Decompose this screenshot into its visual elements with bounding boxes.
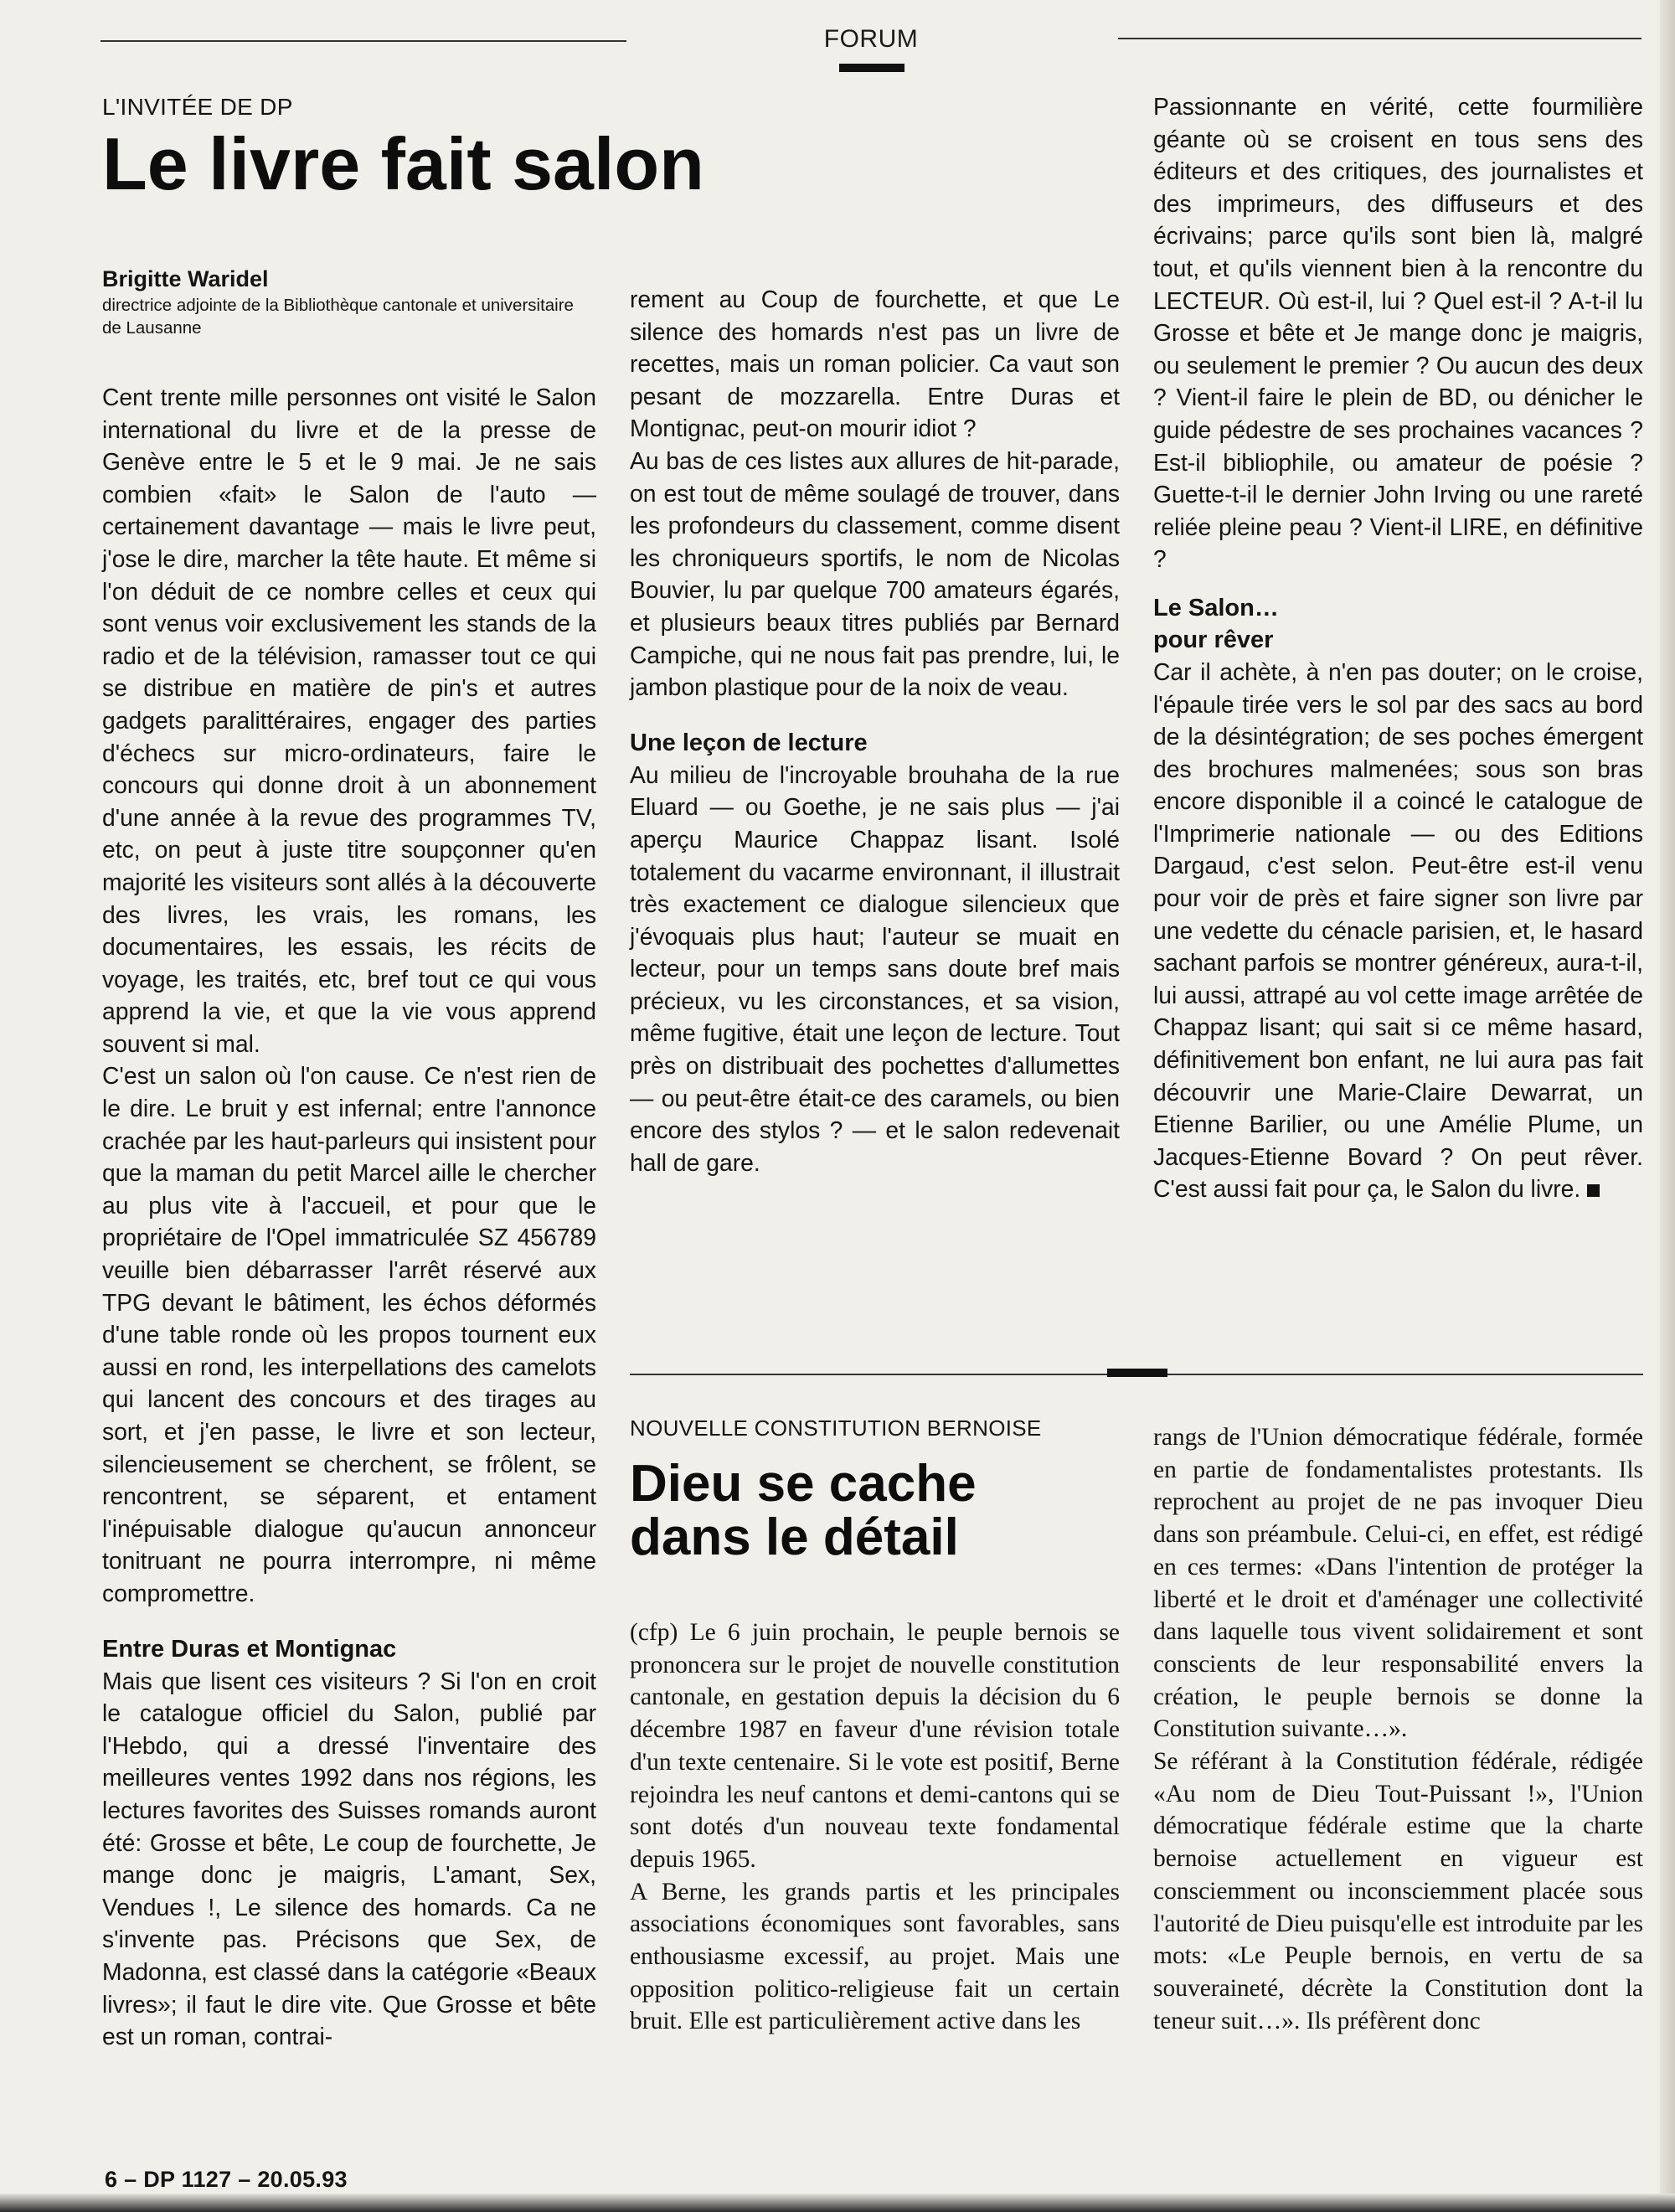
article1-paragraph: rement au Coup de fourchette, et que Le silence des homards n'est pas un livre de recettes, mais un roman policier. Ca vaut son pesant de mozzarella. Entre Duras et Montignac, peut-on mourir idiot ? bbox=[630, 286, 1120, 442]
article2-paragraph: (cfp) Le 6 juin prochain, le peuple bernois se prononcera sur le projet de nouvelle constitution cantonale, en gestation depuis la décision du 6 décembre 1987 en faveur d'une révision totale d'un texte centenaire. Si le vote est positif, Berne rejoindra les neuf cantons et demi-cantons qui se sont dotés d'un nouveau texte fondamental depuis 1965. bbox=[630, 1619, 1120, 1873]
article2-title-line2: dans le détail bbox=[630, 1508, 959, 1566]
article1-header bbox=[102, 94, 739, 206]
article1-column-1 bbox=[102, 381, 596, 2053]
article1-paragraph: Passionnante en vérité, cette fourmilière géante où se croisent en tous sens des éditeurs et des critiques, des journalistes et des imprimeurs, des diffuseurs et des écrivains; parce qu'ils sont bien là, malgré tout, et qu'ils viennent bien à la rencontre du LECTEUR. Où est-il, lui ? Quel est-il ? A-t-il lu Grosse et bête et Je mange donc je maigris, ou seulement le premier ? Ou aucun des deux ? Vient-il faire le plein de BD, ou dénicher le guide pédestre de ses prochaines vacances ? Est-il bibliophile, ou amateur de poésie ? Guette-t-il le dernier John Irving ou une rareté reliée pleine peau ? Vient-il LIRE, en définitive ? bbox=[1153, 93, 1643, 573]
article1-column-3 bbox=[1153, 90, 1643, 1205]
author-name: Brigitte Waridel bbox=[102, 266, 269, 291]
subhead-salon-line2: pour rêver bbox=[1153, 626, 1274, 653]
subhead-lecon-lecture: Une leçon de lecture bbox=[630, 729, 868, 756]
subhead-duras-montignac: Entre Duras et Montignac bbox=[102, 1635, 397, 1663]
article2-column-2 bbox=[1153, 1421, 1643, 2037]
subhead-salon-line1: Le Salon… bbox=[1153, 594, 1279, 621]
header-rule-right bbox=[1118, 38, 1642, 39]
scan-bottom-edge bbox=[0, 2194, 1675, 2212]
author-role: directrice adjointe de la Bibliothèque cantonale et universitaire de Lausanne bbox=[102, 296, 574, 338]
article2-paragraph: Se référant à la Constitution fédérale, rédigée «Au nom de Dieu Tout-Puissant !», l'Union démocratique fédérale estime que la charte bernoise actuellement en vigueur est consciemment ou inconsciemment placée sous l'autorité de Dieu puisqu'elle est introduite par les mots: «Le Peuple bernois, en vertu de sa souveraineté, décrète la Constitution dont la teneur suit…». Ils préfèrent donc bbox=[1153, 1748, 1643, 2034]
article2-header bbox=[630, 1415, 1116, 1564]
article2-title-line1: Dieu se cache bbox=[630, 1455, 977, 1513]
article2-paragraph: rangs de l'Union démocratique fédérale, formée en partie de fondamentalistes protestants. Ils reprochent au projet de ne pas invoquer Dieu dans son préambule. Celui-ci, en effet, est rédigé en ces termes: «Dans l'intention de protéger la liberté et le droit et d'aménager une collectivité dans laquelle tous vivent solidairement et sont conscients de leur responsabilité envers la création, le peuple bernois se donne la Constitution suivante…». bbox=[1153, 1424, 1643, 1743]
article1-byline bbox=[102, 266, 588, 339]
article1-kicker: L'INVITÉE DE DP bbox=[102, 94, 293, 120]
page-footer: 6 – DP 1127 – 20.05.93 bbox=[105, 2167, 348, 2192]
article2-column-1 bbox=[630, 1616, 1120, 2038]
article1-paragraph: Car il achète, à n'en pas douter; on le croise, l'épaule tirée vers le sol par des sacs au bord de la désintégration; de ses poches émergent des brochures malmenées; sous son bras encore disponible il a coincé le catalogue de l'Imprimerie nationale — ou des Editions Dargaud, c'est selon. Peut-être est-il venu pour voir de près et faire signer son livre par une vedette du cénacle parisien, et, le hasard sachant parfois se montrer généreux, aura-t-il, lui aussi, attrapé au vol cette image arrêtée de Chappaz lisant; qui sait si ce même hasard, définitivement bon enfant, ne lui aura pas fait découvrir une Marie-Claire Dewarrat, un Etienne Barilier, ou une Amélie Plume, un Jacques-Etienne Bovard ? On peut rêver. C'est aussi fait pour ça, le Salon du livre. bbox=[1153, 657, 1643, 1203]
article2-paragraph: A Berne, les grands partis et les principales associations économiques sont favorables, sans enthousiasme excessif, au projet. Mais une opposition politico-religieuse fait un certain bruit. Elle est particulièrement active dans les bbox=[630, 1878, 1120, 2035]
article1-column-2 bbox=[630, 283, 1120, 1178]
section-label: FORUM bbox=[823, 25, 919, 53]
article1-paragraph: Mais que lisent ces visiteurs ? Si l'on en croit le catalogue officiel du Salon, publié par l'Hebdo, qui a dressé l'inventaire des meilleures ventes 1992 dans nos régions, les lectures favorites des Suisses romands auront été: Grosse et bête, Le coup de fourchette, Je mange donc je maigris, L'amant, Sex, Vendues !, Le silence des homards. Ca ne s'invente pas. Précisons que Sex, de Madonna, est classé dans la catégorie «Beaux livres»; il faut le dire vite. Que Grosse et bête est un roman, contrai- bbox=[102, 1667, 596, 2050]
article1-title: Le livre fait salon bbox=[102, 122, 704, 205]
article1-paragraph: Au bas de ces listes aux allures de hit-parade, on est tout de même soulagé de trouver, dans les profondeurs du classement, comme disent les chroniqueurs sportifs, le nom de Nicolas Bouvier, lu par quelque 700 amateurs égarés, et plusieurs beaux titres publiés par Bernard Campiche, qui ne nous fait pas prendre, lui, le jambon plastique pour de la noix de veau. bbox=[630, 446, 1120, 701]
page-edge bbox=[1660, 0, 1675, 2212]
article1-paragraph: C'est un salon où l'on cause. Ce n'est rien de le dire. Le bruit y est infernal; entre l'annonce crachée par les haut-parleurs qui insistent pour que la maman du petit Marcel aille le chercher au plus vite à l'accueil, et pour que le propriétaire de l'Opel immatriculée SZ 456789 veuille bien débarrasser l'arrêt réservé aux TPG devant le bâtiment, les échos déformés d'une table ronde où les propos tournent eux aussi en rond, les interpellations des camelots qui lancent des concours et des tirages au sort, et j'en passe, le livre et son lecteur, silencieusement se cherchent, se frôlent, se rencontrent, se séparent, et entament l'inépuisable dialogue qu'aucun annonceur tonitruant ne pourra interrompre, ni même compromettre. bbox=[102, 1062, 596, 1606]
article2-tab bbox=[1107, 1369, 1167, 1377]
header-rule-left bbox=[100, 40, 626, 42]
article1-paragraph: Cent trente mille personnes ont visité le Salon international du livre et de la presse de Genève entre le 5 et le 9 mai. Je ne sais combien «fait» le Salon de l'auto — certainement davantage — mais le livre peut, j'ose le dire, marcher la tête haute. Et même si l'on déduit de ce nombre celles et ceux qui sont venus voir exclusivement les stands de la radio et de la télévision, ramasser tout ce qui se distribue en matière de pin's et autres gadgets paralittéraires, engager des parties d'échecs sur micro-ordinateurs, faire le concours qui donne droit à un abonnement d'une année à la revue des programmes TV, etc, on peut à juste titre soupçonner qu'en majorité les visiteurs sont allés à la découverte des livres, les vrais, les romans, les documentaires, les essais, les récits de voyage, les traités, etc, bref tout ce qui vous apprend la vie, et que la vie vous apprend souvent si mal. bbox=[102, 384, 596, 1057]
article2-kicker: NOUVELLE CONSTITUTION BERNOISE bbox=[630, 1415, 1042, 1441]
section-tab bbox=[839, 64, 904, 72]
end-mark-icon bbox=[1587, 1184, 1600, 1197]
article1-paragraph: Au milieu de l'incroyable brouhaha de la rue Eluard — ou Goethe, je ne sais plus — j'ai aperçu Maurice Chappaz lisant. Isolé totalement du vacarme environnant, il illustrait très exactement ce dialogue silencieux que j'évoquais plus haut; l'auteur se muait en lecteur, pour un temps sans doute bref mais précieux, vu les circonstances, et sa vision, même fugitive, était une leçon de lecture. Tout près on distribuait des pochettes d'allumettes — ou peut-être était-ce des caramels, ou bien encore des stylos ? — et le salon redevenait hall de gare. bbox=[630, 761, 1120, 1176]
